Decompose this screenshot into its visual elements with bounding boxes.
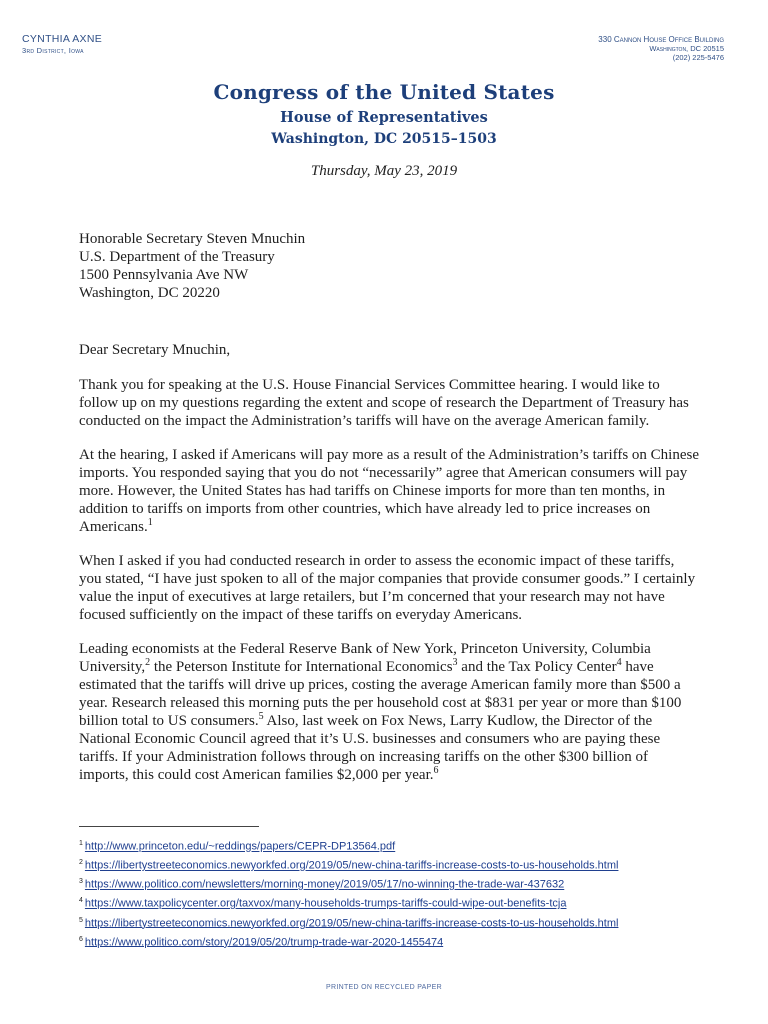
recipient-line: U.S. Department of the Treasury (79, 249, 275, 265)
footnote-link[interactable]: https://libertystreeteconomics.newyorkfed.org/2019/05/new-china-tariffs-increase-costs-to-us-households.html (84, 917, 619, 930)
footnote-number: 2 (79, 859, 83, 867)
footnote-divider (79, 826, 259, 827)
footnotes (79, 836, 618, 951)
sender-name: CYNTHIA AXNE (22, 33, 103, 45)
recipient-line: 1500 Pennsylvania Ave NW (79, 267, 249, 283)
footnote-6 (79, 932, 618, 951)
footnote-number: 4 (79, 897, 83, 905)
paragraph-2 (79, 446, 699, 536)
recipient-line: Honorable Secretary Steven Mnuchin (79, 231, 306, 247)
footnote-link[interactable]: https://www.politico.com/story/2019/05/20/trump-trade-war-2020-1455474 (84, 936, 444, 949)
letterhead-house: House of Representatives (280, 109, 488, 126)
footnote-ref: 6 (433, 765, 439, 776)
paragraph-text: Also, last week on Fox News, Larry Kudlow, the Director of the National Economic Council agreed that it’s U.S. businesses and consumers who are paying these tariffs. If your Administration follows through on increasing tariffs on the other $300 billion of imports, this could cost American families $2,000 per year. (79, 713, 661, 783)
sender-district: 3rd District, Iowa (22, 46, 84, 55)
office-city: Washington, DC 20515 (649, 44, 724, 53)
letterhead-congress: Congress of the United States (213, 80, 555, 104)
footnote-3 (79, 874, 618, 893)
footnote-ref: 4 (616, 657, 622, 668)
recipient-address (79, 230, 305, 302)
office-address (598, 35, 724, 62)
footnote-1 (79, 836, 618, 855)
paragraph-text: At the hearing, I asked if Americans will pay more as a result of the Administration’s tariffs on Chinese imports. You responded saying that you do not “necessarily” agree that American consumers will pay more. However, the United States has had tariffs on Chinese imports for more than ten months, in addition to tariffs on imports from other countries, which have already led to price increases on Americans. (79, 447, 699, 535)
paragraph-1: Thank you for speaking at the U.S. House Financial Services Committee hearing. I would like to follow up on my questions regarding the extent and scope of research the Department of Treasury has conducted on the impact the Administration’s tariffs will have on the average American family. (79, 377, 689, 429)
letterhead (0, 80, 768, 147)
footnote-ref: 5 (258, 711, 264, 722)
printed-on-recycled-paper: PRINTED ON RECYCLED PAPER (326, 984, 442, 991)
footnote-link[interactable]: https://libertystreeteconomics.newyorkfed.org/2019/05/new-china-tariffs-increase-costs-to-us-households.html (84, 859, 619, 872)
footnote-number: 3 (79, 878, 83, 886)
paragraph-text: the Peterson Institute for International Economics (150, 659, 453, 675)
footnote-number: 1 (79, 840, 83, 847)
letter-body (79, 376, 699, 800)
footnote-number: 5 (79, 916, 83, 924)
letter-date: Thursday, May 23, 2019 (310, 163, 458, 179)
footnote-5 (79, 913, 618, 932)
office-building: 330 Cannon House Office Building (598, 35, 724, 44)
salutation: Dear Secretary Mnuchin, (79, 342, 231, 358)
paragraph-text: Leading economists at the Federal Reserve Bank of New York, Princeton University, Columbia University, (79, 641, 651, 675)
recipient-line: Washington, DC 20220 (79, 285, 220, 301)
footnote-link[interactable]: https://www.politico.com/newsletters/morning-money/2019/05/17/no-winning-the-trade-war-437632 (84, 878, 565, 891)
letterhead-city: Washington, DC 20515–1503 (271, 131, 497, 147)
footnote-ref: 1 (147, 517, 153, 528)
footnote-2 (79, 855, 618, 874)
paragraph-4 (79, 640, 699, 784)
footnote-link[interactable]: https://www.taxpolicycenter.org/taxvox/many-households-trumps-tariffs-could-wipe-out-benefits-tcja (84, 898, 567, 911)
paragraph-text: have estimated that the tariffs will drive up prices, costing the average American family more than $500 a year. Research released this morning puts the per household cost at $831 per year or more than $100 billion total to US consumers. (79, 659, 682, 729)
paragraph-text: and the Tax Policy Center (457, 659, 617, 675)
office-phone: (202) 225-5476 (672, 53, 724, 62)
footnote-number: 6 (79, 935, 83, 943)
paragraph-3: When I asked if you had conducted research in order to assess the economic impact of these tariffs, you stated, “I have just spoken to all of the major companies that provide consumer goods.” I certainly value the input of executives at large retailers, but I’m concerned that your research may not have focused sufficiently on the impact of these tariffs on everyday Americans. (79, 553, 696, 623)
footnote-ref: 3 (452, 657, 458, 668)
sender-block (22, 33, 102, 55)
footnote-4 (79, 893, 618, 912)
footnote-link[interactable]: http://www.princeton.edu/~reddings/papers/CEPR-DP13564.pdf (84, 840, 396, 853)
footnote-ref: 2 (145, 657, 151, 668)
